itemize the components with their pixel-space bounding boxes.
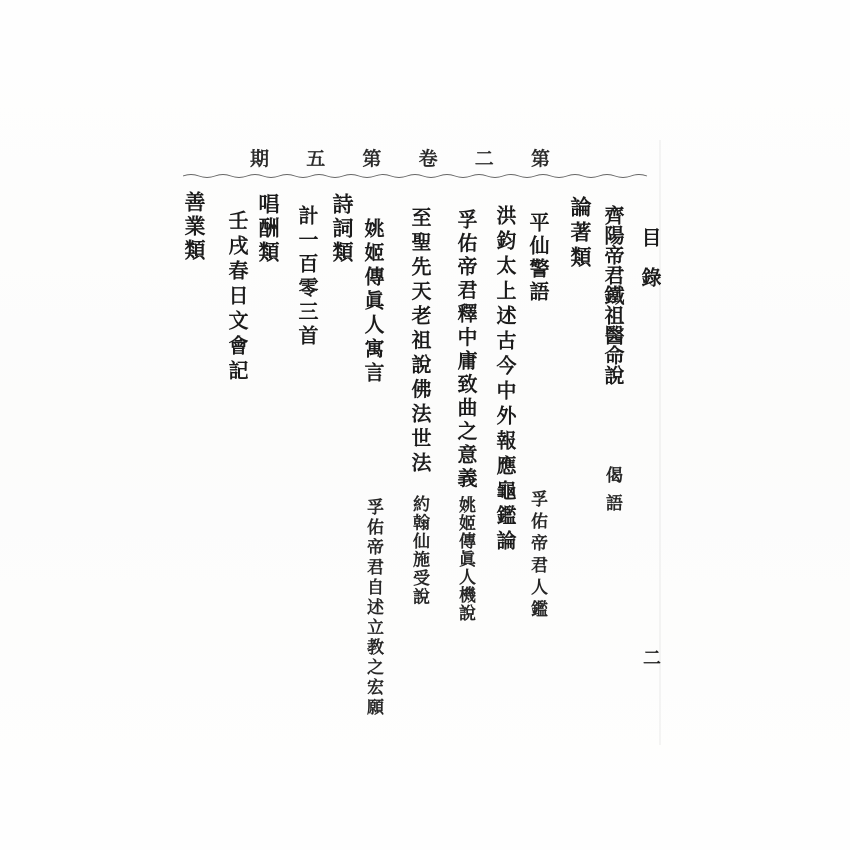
- header-char: 五: [306, 149, 326, 170]
- header-char: 期: [250, 149, 270, 170]
- toc-entry-title: 孚佑帝君釋中庸致曲之意義: [454, 209, 476, 491]
- toc-entry-annotation: 偈語: [603, 466, 622, 522]
- toc-heading: 目錄: [638, 227, 660, 307]
- issue-header: [250, 147, 550, 173]
- toc-entry-annotation: 孚佑帝君自述立教之宏願: [364, 498, 383, 718]
- header-char: 第: [530, 149, 550, 170]
- header-char: 二: [474, 149, 494, 170]
- category-heading-essays: 論著類: [568, 196, 592, 271]
- toc-entry-annotation: 約翰仙施受說: [410, 495, 429, 606]
- category-heading-good-works: 善業類: [182, 191, 206, 263]
- page-number: 二: [641, 648, 661, 666]
- wavy-divider-line: [183, 171, 653, 181]
- header-char: 卷: [418, 149, 438, 170]
- header-char: 第: [362, 149, 382, 170]
- category-heading-poetry: 詩詞類: [330, 193, 354, 265]
- toc-entry-title: 洪鈞太上述古今中外報應龜鑑論: [493, 205, 515, 555]
- toc-entry-annotation: 孚佑帝君人鑑: [528, 490, 547, 622]
- toc-entry-annotation: 姚姬傳眞人機說: [456, 496, 475, 622]
- category-heading-exchange-verse: 唱酬類: [256, 193, 280, 265]
- toc-entry-title: 齊陽帝君鐵祖醫命說: [601, 205, 623, 385]
- toc-entry-title: 平仙警語: [526, 212, 548, 304]
- toc-entry-title: 計一百零三首: [295, 205, 317, 349]
- toc-entry-title: 至聖先天老祖說佛法世法: [408, 207, 430, 477]
- toc-entry-title: 姚姬傳眞人寓言: [361, 218, 383, 386]
- toc-entry-title: 壬戌春日文會記: [225, 210, 247, 385]
